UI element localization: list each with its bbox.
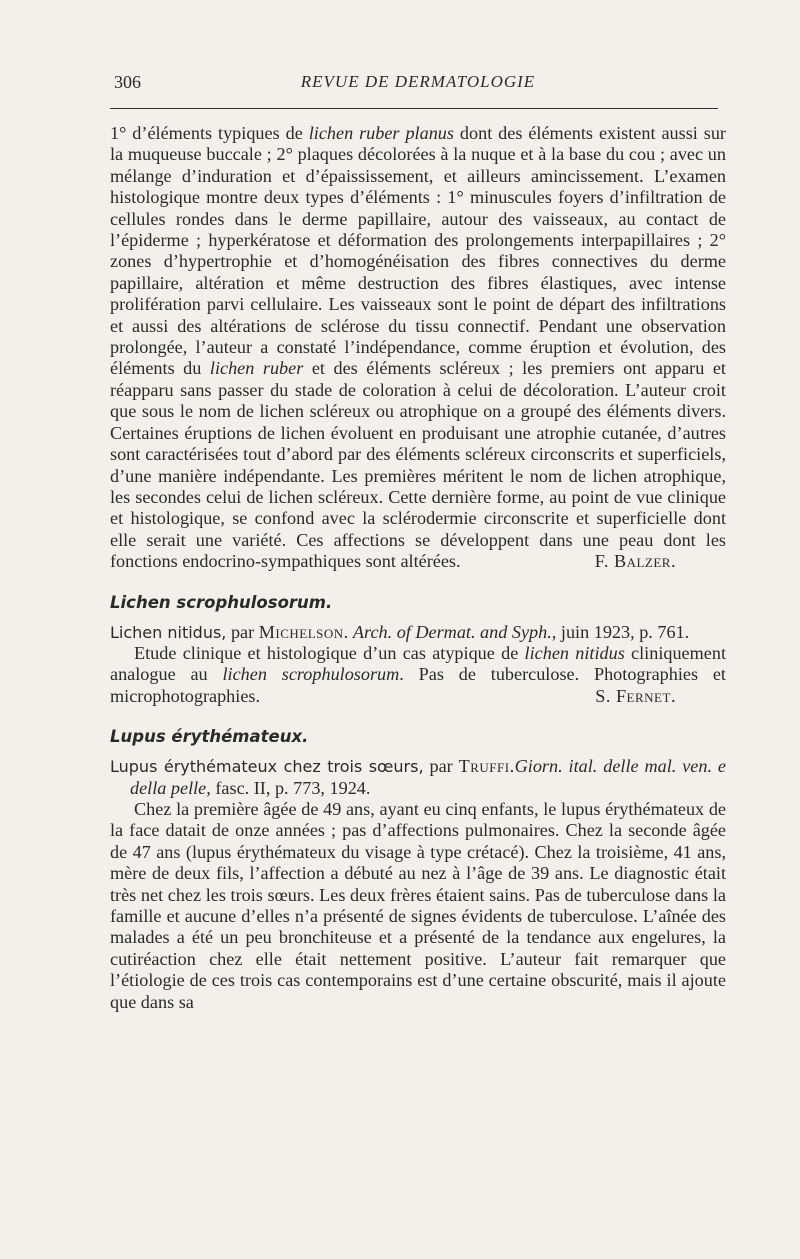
section-heading-lupus: Lupus érythémateux. bbox=[110, 727, 309, 747]
header-rule bbox=[110, 108, 718, 109]
page-header bbox=[110, 72, 726, 98]
review-signature: F. Balzer. bbox=[594, 551, 676, 572]
section-heading-lichen: Lichen scrophulosorum. bbox=[110, 592, 333, 612]
page-number: 306 bbox=[114, 72, 141, 92]
page bbox=[110, 72, 726, 1013]
review-paragraph: 1° d’éléments typiques de lichen ruber planus dont des éléments existent aussi sur la muqueuse buccale ; 2° plaques décolorées à la nuque et à la base du cou ; avec un mélange d’induration et d’épaississement, et ailleurs amincissement. L’examen histologique montre deux types d’éléments : 1° minuscules foyers d’infiltration de cellules rondes dans le derme papillaire, autour des vaisseaux, au contact de l’épiderme ; hyperkératose et déformation des prolongements interpapillaires ; 2° zones d’hypertrophie et d’homogénéisation des fibres connectives du derme papillaire, altération et même destruction des fibres élastiques, avec intense prolifération parvi cellulaire. Les vaisseaux sont le point de départ des infiltrations et aussi des altérations de sclérose du tissu connectif. Pendant une observation prolongée, l’auteur a constaté l’indépendance, comme éruption et évolution, des éléments du lichen ruber et des éléments scléreux ; les premiers ont apparu et réapparu sans passer du stade de coloration à celui de décoloration. L’auteur croit que sous le nom de lichen scléreux ou atrophique on a groupé des éléments divers. Certaines éruptions de lichen évoluent en produisant une atrophie cutanée, d’autres sont caractérisées tout d’abord par des éléments scléreux circonscrits et superficiels, d’une manière indépendante. Les premières méritent le nom de lichen atrophique, les secondes celui de lichen scléreux. Cette dernière forme, au point de vue clinique et histologique, se confond avec la sclérodermie circonscrite et superficielle dont elle serait une variété. Ces affections se développent dans une peau dont les fonctions endocrino-sympathiques sont altérées. bbox=[110, 123, 726, 572]
entry-citation-lupus: Lupus érythémateux chez trois sœurs, par Truffi.Giorn. ital. delle mal. ven. e della pelle, fasc. II, p. 773, 1924. bbox=[110, 756, 726, 798]
entry-citation-lichen: Lichen nitidus, par Michelson. Arch. of Dermat. and Syph., juin 1923, p. 761. bbox=[110, 621, 690, 642]
running-title: REVUE DE DERMATOLOGIE bbox=[300, 72, 536, 91]
entry-body-lichen: Etude clinique et histologique d’un cas atypique de lichen nitidus cliniquement analogue au lichen scrophulosorum. Pas de tuberculose. Photographies et microphotographies. bbox=[110, 642, 726, 706]
entry-body-lupus: Chez la première âgée de 49 ans, ayant eu cinq enfants, le lupus érythémateux de la face datait de onze années ; pas d’affections pulmonaires. Chez la seconde âgée de 47 ans (lupus érythémateux du visage à type crétacé). Chez la troisième, 41 ans, mère de deux fils, l’affection a débuté au nez à l’âge de 39 ans. Le diagnostic était très net chez les trois sœurs. Les deux frères étaient sains. Pas de tuberculose dans la famille et aucune d’elles n’a présenté de signes évidents de tuberculose. L’aînée des malades a été un peu bronchiteuse et a présenté de la tendance aux engelures, la cutiréaction chez elle était nettement positive. L’auteur fait remarquer que l’étiologie de ces trois cas contemporains est d’une certaine obscurité, mais il ajoute que dans sa bbox=[110, 799, 726, 1012]
entry-signature-lichen: S. Fernet. bbox=[595, 685, 676, 706]
